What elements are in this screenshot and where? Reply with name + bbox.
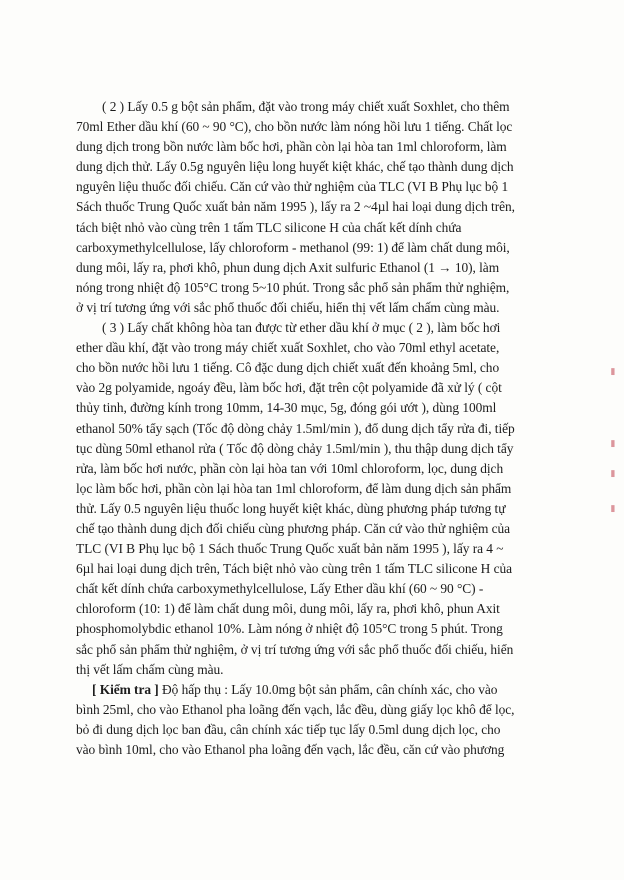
text-line: phosphomolybdic ethanol 10%. Làm nóng ở nhiệt độ 105°C trong 5 phút. Trong xyxy=(76,621,503,637)
section-heading-text: Độ hấp thụ : Lấy 10.0mg bột sản phẩm, cân chính xác, cho vào xyxy=(158,681,498,697)
text-line: sắc phổ sản phẩm thử nghiệm, ở vị trí tương ứng với sắc phổ thuốc đối chiếu, hiển xyxy=(76,641,514,657)
text-line: dung môi, lấy ra, phơi khô, phun dung dịch Axit sulfuric Ethanol (1 → 10), làm xyxy=(76,259,500,275)
text-line: TLC (VI B Phụ lục bộ 1 Sách thuốc Trung Quốc xuất bản năm 1995 ), lấy ra 4 ~ xyxy=(76,541,504,557)
text-line: thủy tinh, đường kính trong 10mm, 14-30 mục, 5g, đóng gói ướt ), dùng 100ml xyxy=(76,400,497,416)
text-line: chế tạo thành dung dịch đối chiếu cùng phương pháp. Căn cứ vào thử nghiệm của xyxy=(76,520,511,536)
document-body xyxy=(76,97,558,760)
margin-stamp-mark: ▮ xyxy=(610,469,616,479)
text-line: cho bồn nước hồi lưu 1 tiếng. Cô đặc dung dịch chiết xuất đến khoảng 5ml, cho xyxy=(76,360,500,376)
text-line: chất kết dính chứa carboxymethylcellulose, Lấy Ether dầu khí (60 ~ 90 °C) - xyxy=(76,581,484,597)
margin-stamp-mark: ▮ xyxy=(610,439,616,449)
text-line: Sách thuốc Trung Quốc xuất bản năm 1995 ), lấy ra 2 ~4µl hai loại dung dịch trên, xyxy=(76,199,515,215)
text-line: carboxymethylcellulose, lấy chloroform - methanol (99: 1) để làm chất dung môi, xyxy=(76,239,510,255)
text-line: tục dùng 50ml ethanol rửa ( Tốc độ dòng chảy 1.5ml/min ), thu thập dung dịch tẩy xyxy=(76,440,514,456)
section-heading-line xyxy=(76,680,558,700)
text-line: ( 2 ) Lấy 0.5 g bột sản phẩm, đặt vào trong máy chiết xuất Soxhlet, cho thêm xyxy=(102,99,510,114)
text-line: ( 3 ) Lấy chất không hòa tan được từ ether dầu khí ở mục ( 2 ), làm bốc hơi xyxy=(102,320,501,336)
text-line: 6µl hai loại dung dịch trên, Tách biệt nhỏ vào cùng trên 1 tấm TLC silicone H của xyxy=(76,561,513,577)
text-line: 70ml Ether dầu khí (60 ~ 90 °C), cho bồn nước làm nóng hồi lưu 1 tiếng. Chất lọc xyxy=(76,119,513,135)
text-line: dung dịch thử. Lấy 0.5g nguyên liệu long huyết kiệt khác, chế tạo thành dung dịch xyxy=(76,159,514,175)
text-line: chloroform (10: 1) để làm chất dung môi, dung môi, lấy ra, phơi khô, phun Axit xyxy=(76,601,500,617)
text-line: tách biệt nhỏ vào cùng trên 1 tấm TLC silicone H của chất kết dính chứa xyxy=(76,219,462,235)
text-line: nóng trong nhiệt độ 105°C trong 5~10 phút. Trong sắc phổ sản phẩm thử nghiệm, xyxy=(76,279,510,295)
text-line: vào bình 10ml, cho vào Ethanol pha loãng đến vạch, lắc đều, căn cứ vào phương xyxy=(76,742,505,757)
text-line: lọc làm bốc hơi, phần còn lại hòa tan 1ml chloroform, để làm dung dịch sản phẩm xyxy=(76,480,512,496)
text-line: ethanol 50% tẩy sạch (Tốc độ dòng chảy 1.5ml/min ), đổ dung dịch tẩy rửa đi, tiếp xyxy=(76,420,515,436)
text-line: thử. Lấy 0.5 nguyên liệu thuốc long huyết kiệt khác, dùng phương pháp tương tự xyxy=(76,500,506,516)
text-line: nguyên liệu thuốc đối chiếu. Căn cứ vào thử nghiệm của TLC (VI B Phụ lục bộ 1 xyxy=(76,179,509,195)
text-line: ether dầu khí, đặt vào trong máy chiết xuất Soxhlet, cho vào 70ml ethyl acetate, xyxy=(76,340,500,356)
text-line: ở vị trí tương ứng với sắc phổ thuốc đối chiếu, hiển thị vết lấm chấm cùng màu. xyxy=(76,299,500,315)
margin-stamp-mark: ▮ xyxy=(610,367,616,377)
text-line: rửa, làm bốc hơi nước, phần còn lại hòa tan với 10ml chloroform, lọc, dung dịch xyxy=(76,460,504,476)
section-heading: [ Kiểm tra ] xyxy=(92,681,159,697)
text-line: thị vết lấm chấm cùng màu. xyxy=(76,661,224,677)
text-line: vào 2g polyamide, ngoáy đều, làm bốc hơi, đặt trên cột polyamide đã xử lý ( cột xyxy=(76,380,502,396)
text-line: dung dịch trong bồn nước làm bốc hơi, phần còn lại hòa tan 1ml chloroform, làm xyxy=(76,139,507,155)
margin-stamp-mark: ▮ xyxy=(610,504,616,514)
text-line: bỏ đi dung dịch lọc ban đầu, cân chính xác tiếp tục lấy 0.5ml dung dịch lọc, cho xyxy=(76,721,501,737)
text-line: bình 25ml, cho vào Ethanol pha loãng đến vạch, lắc đều, dùng giấy lọc khô để lọc, xyxy=(76,701,515,717)
